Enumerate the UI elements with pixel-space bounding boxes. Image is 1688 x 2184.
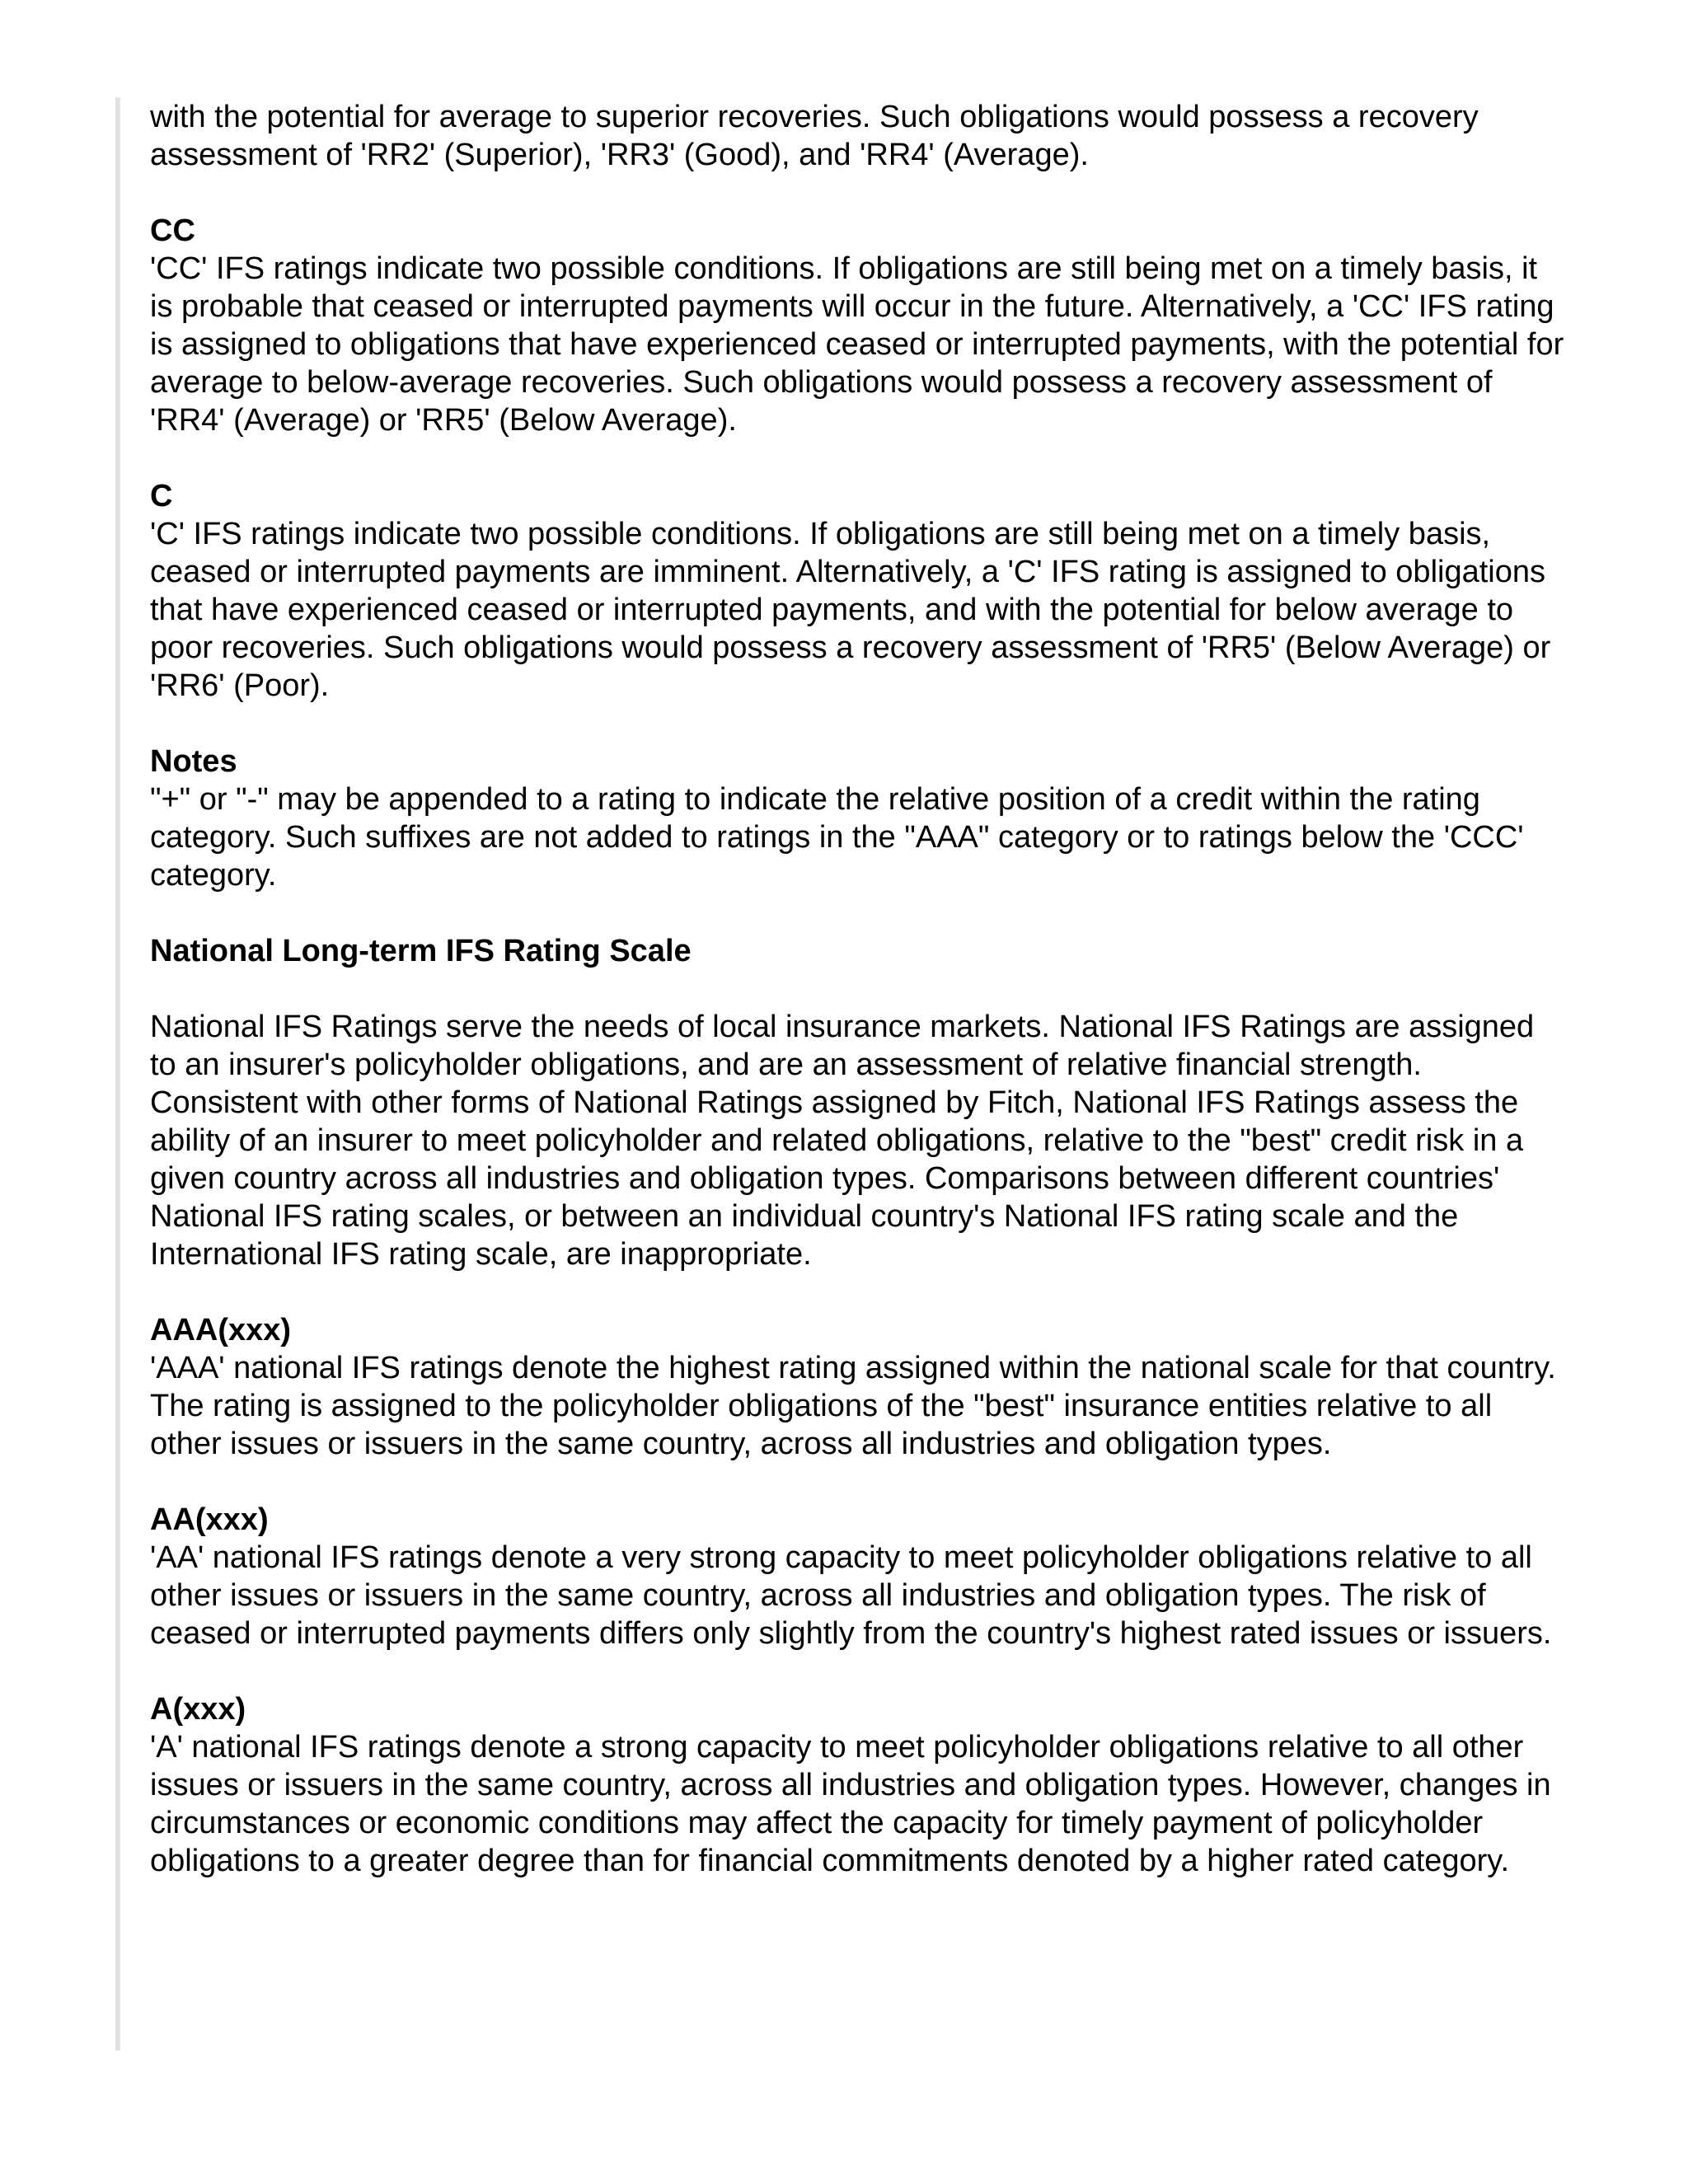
notes-paragraph: "+" or "-" may be appended to a rating to indicate the relative position of a credit within the rating category. Such suffixes are not added to ratings in the "AAA" category or to ratings below the 'CCC' category.	[150, 782, 1524, 893]
national-scale-paragraph: National IFS Ratings serve the needs of local insurance markets. National IFS Ratings are assigned to an insurer's policyholder obligations, and are an assessment of relative financial strength. Consistent with other forms of National Ratings assigned by Fitch, National IFS Ratings assess the ability of an insurer to meet policyholder and related obligations, relative to the "best" credit risk in a given country across all industries and obligation types. Comparisons between different countries' National IFS rating scales, or between an individual country's National IFS rating scale and the International IFS rating scale, are inappropriate.	[150, 1010, 1535, 1272]
notes-heading: Notes	[150, 744, 237, 779]
aa-paragraph: 'AA' national IFS ratings denote a very strong capacity to meet policyholder obligations relative to all other issues or issuers in the same country, across all industries and obligation types. The risk of ceased or interrupted payments differs only slightly from the country's highest rated issues or issuers.	[150, 1540, 1552, 1651]
a-paragraph: 'A' national IFS ratings denote a strong capacity to meet policyholder obligations relative to all other issues or issuers in the same country, across all industries and obligation types. However, changes in circumstances or economic conditions may affect the capacity for timely payment of policyholder obligations to a greater degree than for financial commitments denoted by a higher rated category.	[150, 1730, 1551, 1878]
intro-paragraph: with the potential for average to superior recoveries. Such obligations would possess a recovery assessment of 'RR2' (Superior), 'RR3' (Good), and 'RR4' (Average).	[150, 100, 1479, 172]
cc-paragraph: 'CC' IFS ratings indicate two possible conditions. If obligations are still being met on a timely basis, it is probable that ceased or interrupted payments will occur in the future. Alternatively, a 'CC' IFS rating is assigned to obligations that have experienced ceased or interrupted payments, with the potential for average to below-average recoveries. Such obligations would possess a recovery assessment of 'RR4' (Average) or 'RR5' (Below Average).	[150, 251, 1564, 438]
national-scale-heading: National Long-term IFS Rating Scale	[150, 934, 692, 968]
cc-heading: CC	[150, 213, 195, 248]
c-heading: C	[150, 479, 173, 513]
spacer	[150, 894, 1568, 932]
left-margin-rule	[115, 97, 120, 2050]
c-paragraph: 'C' IFS ratings indicate two possible conditions. If obligations are still being met on a timely basis, ceased or interrupted payments are imminent. Alternatively, a 'C' IFS rating is assigned to obligations that have experienced ceased or interrupted payments, and with the potential for below average to poor recoveries. Such obligations would possess a recovery assessment of 'RR5' (Below Average) or 'RR6' (Poor).	[150, 517, 1551, 703]
aaa-heading: AAA(xxx)	[150, 1313, 292, 1347]
aa-heading: AA(xxx)	[150, 1502, 269, 1537]
spacer	[150, 1463, 1568, 1501]
spacer	[150, 705, 1568, 743]
spacer	[150, 439, 1568, 477]
aaa-paragraph: 'AAA' national IFS ratings denote the highest rating assigned within the national scale for that country. The rating is assigned to the policyholder obligations of the "best" insurance entities relative to all other issues or issuers in the same country, across all industries and obligation types.	[150, 1351, 1556, 1461]
spacer	[150, 1652, 1568, 1690]
spacer	[150, 1273, 1568, 1311]
document-body	[150, 98, 1568, 1880]
spacer	[150, 174, 1568, 212]
spacer	[150, 970, 1568, 1008]
a-heading: A(xxx)	[150, 1692, 246, 1727]
